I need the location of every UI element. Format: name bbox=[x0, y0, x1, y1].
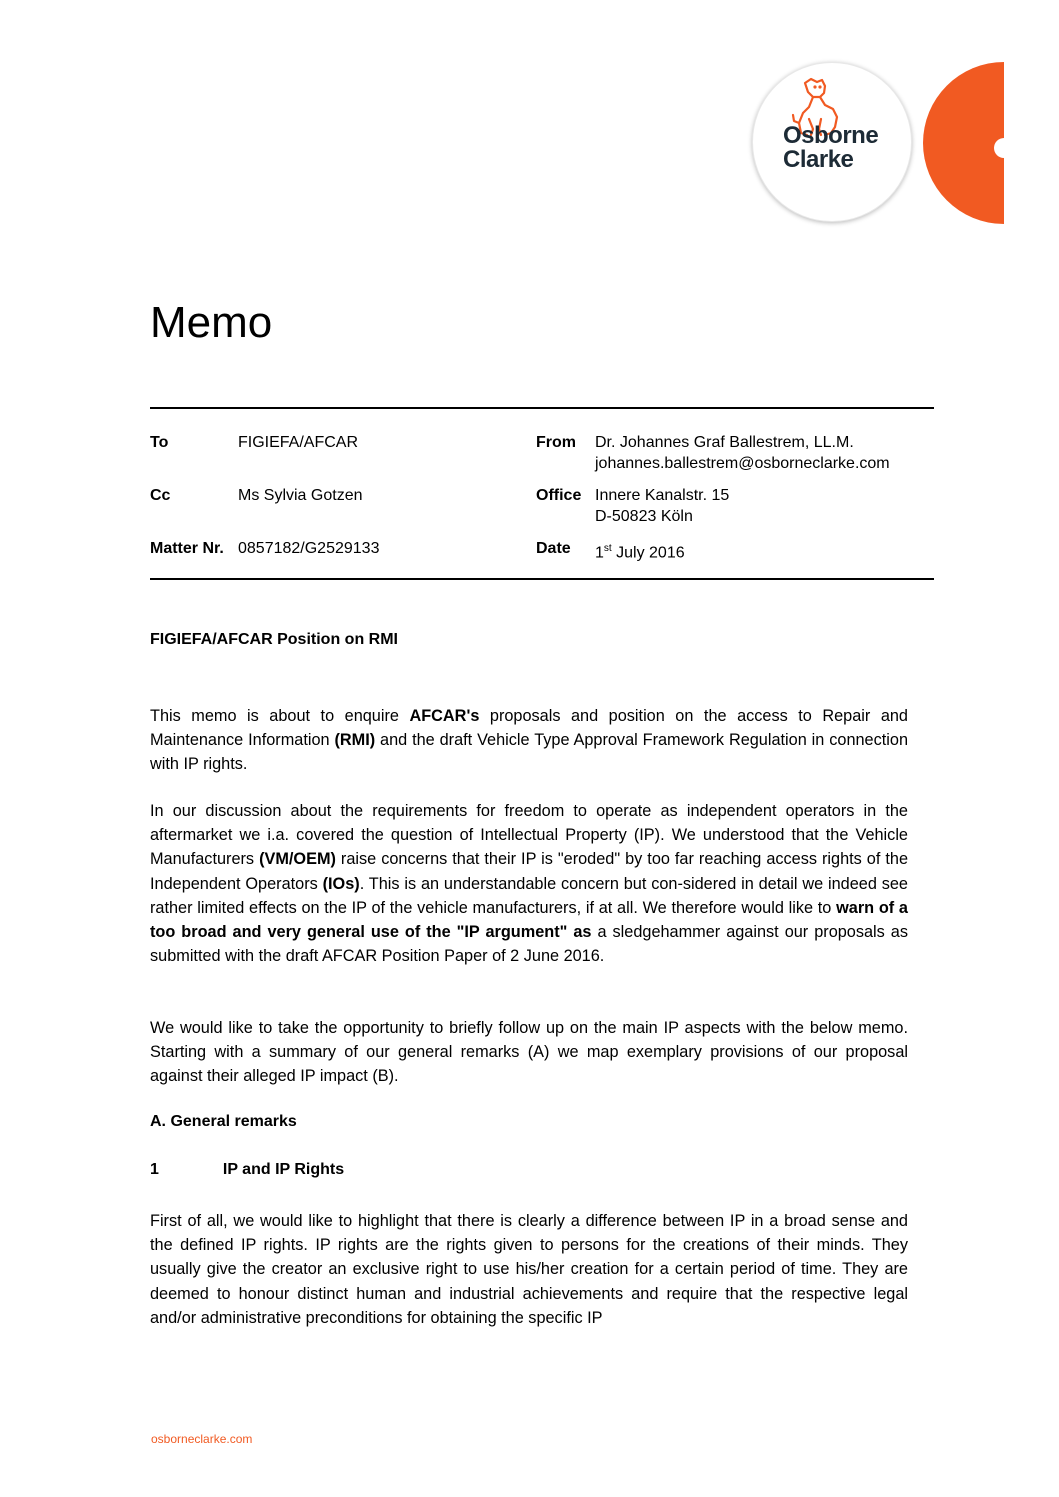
logo-circle bbox=[752, 62, 912, 222]
paragraph-intro bbox=[150, 704, 908, 777]
to-label: To bbox=[150, 434, 169, 451]
orange-c-shape bbox=[920, 62, 1010, 224]
p2-bold-ios: (IOs) bbox=[322, 874, 360, 893]
header-bottom-rule bbox=[150, 578, 934, 580]
matter-label: Matter Nr. bbox=[150, 540, 224, 557]
paragraph-follow-up: We would like to take the opportunity to briefly follow up on the main IP aspects with the below memo. Starting with a summary of our general remarks (A) we map exemplary provisions of our proposal against their alleged IP impact (B). bbox=[150, 1019, 908, 1086]
logo-wordmark bbox=[783, 124, 903, 172]
paragraph-discussion bbox=[150, 799, 908, 968]
from-label: From bbox=[536, 434, 576, 451]
paragraph-ip-rights: First of all, we would like to highlight that there is clearly a difference between IP in a broad sense and the defined IP rights. IP rights are the rights given to persons for the creations of their minds. They usually give the creator an exclusive right to use his/her creation for a certain period of time. They are deemed to honour distinct human and industrial achievements and require that the respective legal and/or administrative preconditions for obtaining the specific IP bbox=[150, 1212, 908, 1327]
from-name: Dr. Johannes Graf Ballestrem, LL.M. bbox=[595, 434, 854, 451]
office-line-2: D-50823 Köln bbox=[595, 508, 693, 525]
osborne-clarke-logo bbox=[752, 62, 1010, 224]
p2-bold-warning: warn of a too broad and very general use of the "IP argument" as bbox=[150, 898, 908, 942]
section-a-heading: A. General remarks bbox=[150, 1113, 297, 1130]
section-1-number: 1 bbox=[150, 1161, 159, 1178]
date-day: 1 bbox=[595, 544, 604, 562]
date-rest: July 2016 bbox=[611, 544, 685, 562]
memo-title: Memo bbox=[150, 298, 273, 347]
header-top-rule bbox=[150, 407, 934, 409]
section-1-heading bbox=[150, 1161, 344, 1179]
p1-text-c: proposals and position on the access to Repair and Maintenance Information bbox=[150, 707, 908, 750]
matter-value: 0857182/G2529133 bbox=[238, 540, 380, 557]
logo-line-osborne: Osborne bbox=[783, 122, 879, 149]
p2-text-c: raise concerns that their IP is "eroded" by too far reaching access rights of the Independent Operators bbox=[150, 850, 908, 893]
date-value bbox=[595, 538, 685, 564]
office-label: Office bbox=[536, 487, 582, 504]
logo-line-clarke: Clarke bbox=[783, 146, 854, 173]
p2-text-e: . This is an understandable concern but con-sidered in detail we indeed see rather limited effects on the IP of the vehicle manufacturers, if at all. We therefore would like to bbox=[150, 874, 908, 917]
from-email: johannes.ballestrem@osborneclarke.com bbox=[595, 455, 890, 472]
cc-value: Ms Sylvia Gotzen bbox=[238, 487, 363, 504]
p2-bold-vm-oem: (VM/OEM) bbox=[259, 850, 336, 869]
p1-bold-rmi: (RMI) bbox=[334, 731, 376, 750]
p1-bold-afcar: AFCAR's bbox=[409, 707, 480, 725]
cc-label: Cc bbox=[150, 487, 171, 504]
to-value: FIGIEFA/AFCAR bbox=[238, 434, 359, 451]
office-line-1: Innere Kanalstr. 15 bbox=[595, 487, 730, 504]
p2-text-a: In our discussion about the requirements for freedom to operate as independent operators in the aftermarket we i.a. covered the question of Intellectual Property (IP). We understood that the Vehicle Manufacturers bbox=[150, 802, 908, 869]
memo-subject: FIGIEFA/AFCAR Position on RMI bbox=[150, 631, 398, 648]
footer-website-link[interactable]: osborneclarke.com bbox=[151, 1432, 253, 1446]
date-ordinal: st bbox=[603, 543, 612, 554]
p1-text-a: This memo is about to enquire bbox=[150, 707, 410, 725]
p1-text-e: and the draft Vehicle Type Approval Framework Regulation in connection with IP rights. bbox=[150, 731, 908, 774]
date-label: Date bbox=[536, 540, 571, 557]
p2-text-g: a sledgehammer against our proposals as submitted with the draft AFCAR Position Paper of 2 June 2016. bbox=[150, 923, 908, 966]
section-1-title: IP and IP Rights bbox=[222, 1161, 345, 1178]
